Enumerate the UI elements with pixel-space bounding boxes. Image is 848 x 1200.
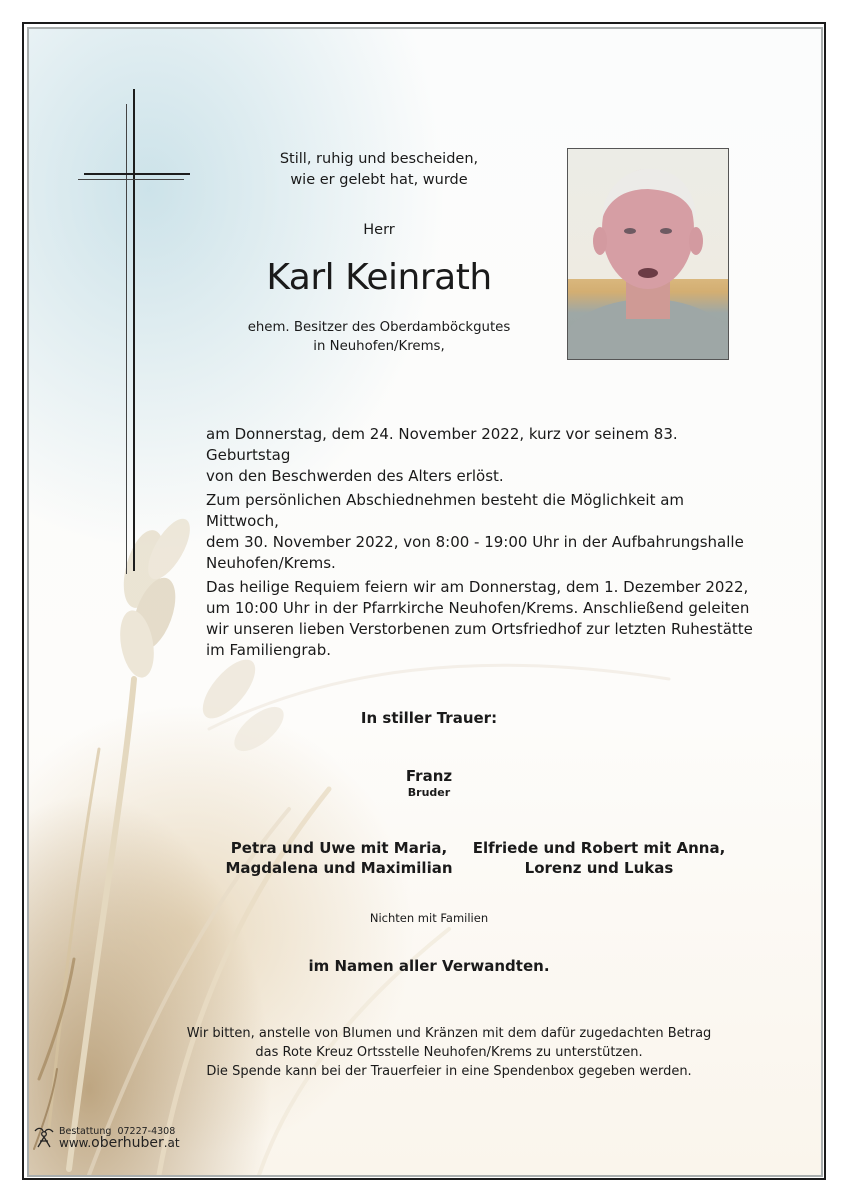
text-line: Die Spende kann bei der Trauerfeier in eine Spendenbox gegeben werden. (206, 1064, 692, 1079)
mourner-brother-relation: Bruder (407, 786, 451, 799)
company-name: Bestattung (59, 1125, 112, 1137)
text-line: Lorenz und Lukas (524, 859, 674, 877)
text-line: am Donnerstag, dem 24. November 2022, kurz vor seinem 83. Geburtstag (206, 425, 678, 464)
funeral-home-logo[interactable] (32, 1125, 180, 1149)
intro-line: wie er gelebt hat, wurde (290, 172, 468, 188)
website-suffix: .at (163, 1135, 180, 1150)
deceased-name: Karl Keinrath (266, 257, 492, 298)
intro-line: Still, ruhig und bescheiden, (279, 151, 479, 167)
nieces-label: Nichten mit Familien (369, 911, 489, 925)
text-line: wir unseren lieben Verstorbenen zum Ortsfriedhof zur letzten Ruhestätte (206, 620, 753, 638)
text-line: Petra und Uwe mit Maria, (230, 839, 448, 857)
text-line: von den Beschwerden des Alters erlöst. (206, 467, 504, 485)
text-line: Elfriede und Robert mit Anna, (472, 839, 726, 857)
role-line: ehem. Besitzer des Oberdamböckgutes (247, 320, 511, 335)
mourner-family-left (209, 838, 469, 878)
portrait-photo (567, 148, 729, 360)
text-line: im Familiengrab. (206, 641, 332, 659)
relatives-line: im Namen aller Verwandten. (308, 957, 550, 975)
role-line: in Neuhofen/Krems, (313, 339, 445, 354)
website-prefix: www. (59, 1135, 92, 1150)
text-line: Das heilige Requiem feiern wir am Donnerstag, dem 1. Dezember 2022, (206, 578, 749, 596)
passing-paragraph (206, 424, 756, 487)
text-line: das Rote Kreuz Ortsstelle Neuhofen/Krems zu unterstützen. (255, 1045, 643, 1060)
text-line: Magdalena und Maximilian (225, 859, 453, 877)
mourning-heading: In stiller Trauer: (360, 709, 498, 727)
text-line: Neuhofen/Krems. (206, 554, 336, 572)
donation-request (179, 1024, 719, 1081)
viewing-paragraph (206, 490, 756, 574)
text-line: Wir bitten, anstelle von Blumen und Kränzen mit dem dafür zugedachten Betrag (186, 1026, 712, 1041)
salutation: Herr (363, 222, 395, 238)
intro-verse (239, 149, 519, 191)
text-line: um 10:00 Uhr in der Pfarrkirche Neuhofen/Krems. Anschließend geleiten (206, 599, 750, 617)
notice-card (27, 27, 823, 1177)
mourner-brother-name: Franz (405, 767, 453, 785)
phone-number: 07227-4308 (117, 1125, 176, 1137)
text-line: dem 30. November 2022, von 8:00 - 19:00 Uhr in der Aufbahrungshalle (206, 533, 744, 551)
requiem-paragraph (206, 577, 756, 661)
website-name: oberhuber (91, 1134, 164, 1151)
website-link[interactable] (59, 1134, 180, 1151)
angel-logo-icon (32, 1125, 56, 1149)
deceased-role (209, 318, 549, 356)
text-line: Zum persönlichen Abschiednehmen besteht die Möglichkeit am Mittwoch, (206, 491, 685, 530)
mourner-family-right (469, 838, 729, 878)
